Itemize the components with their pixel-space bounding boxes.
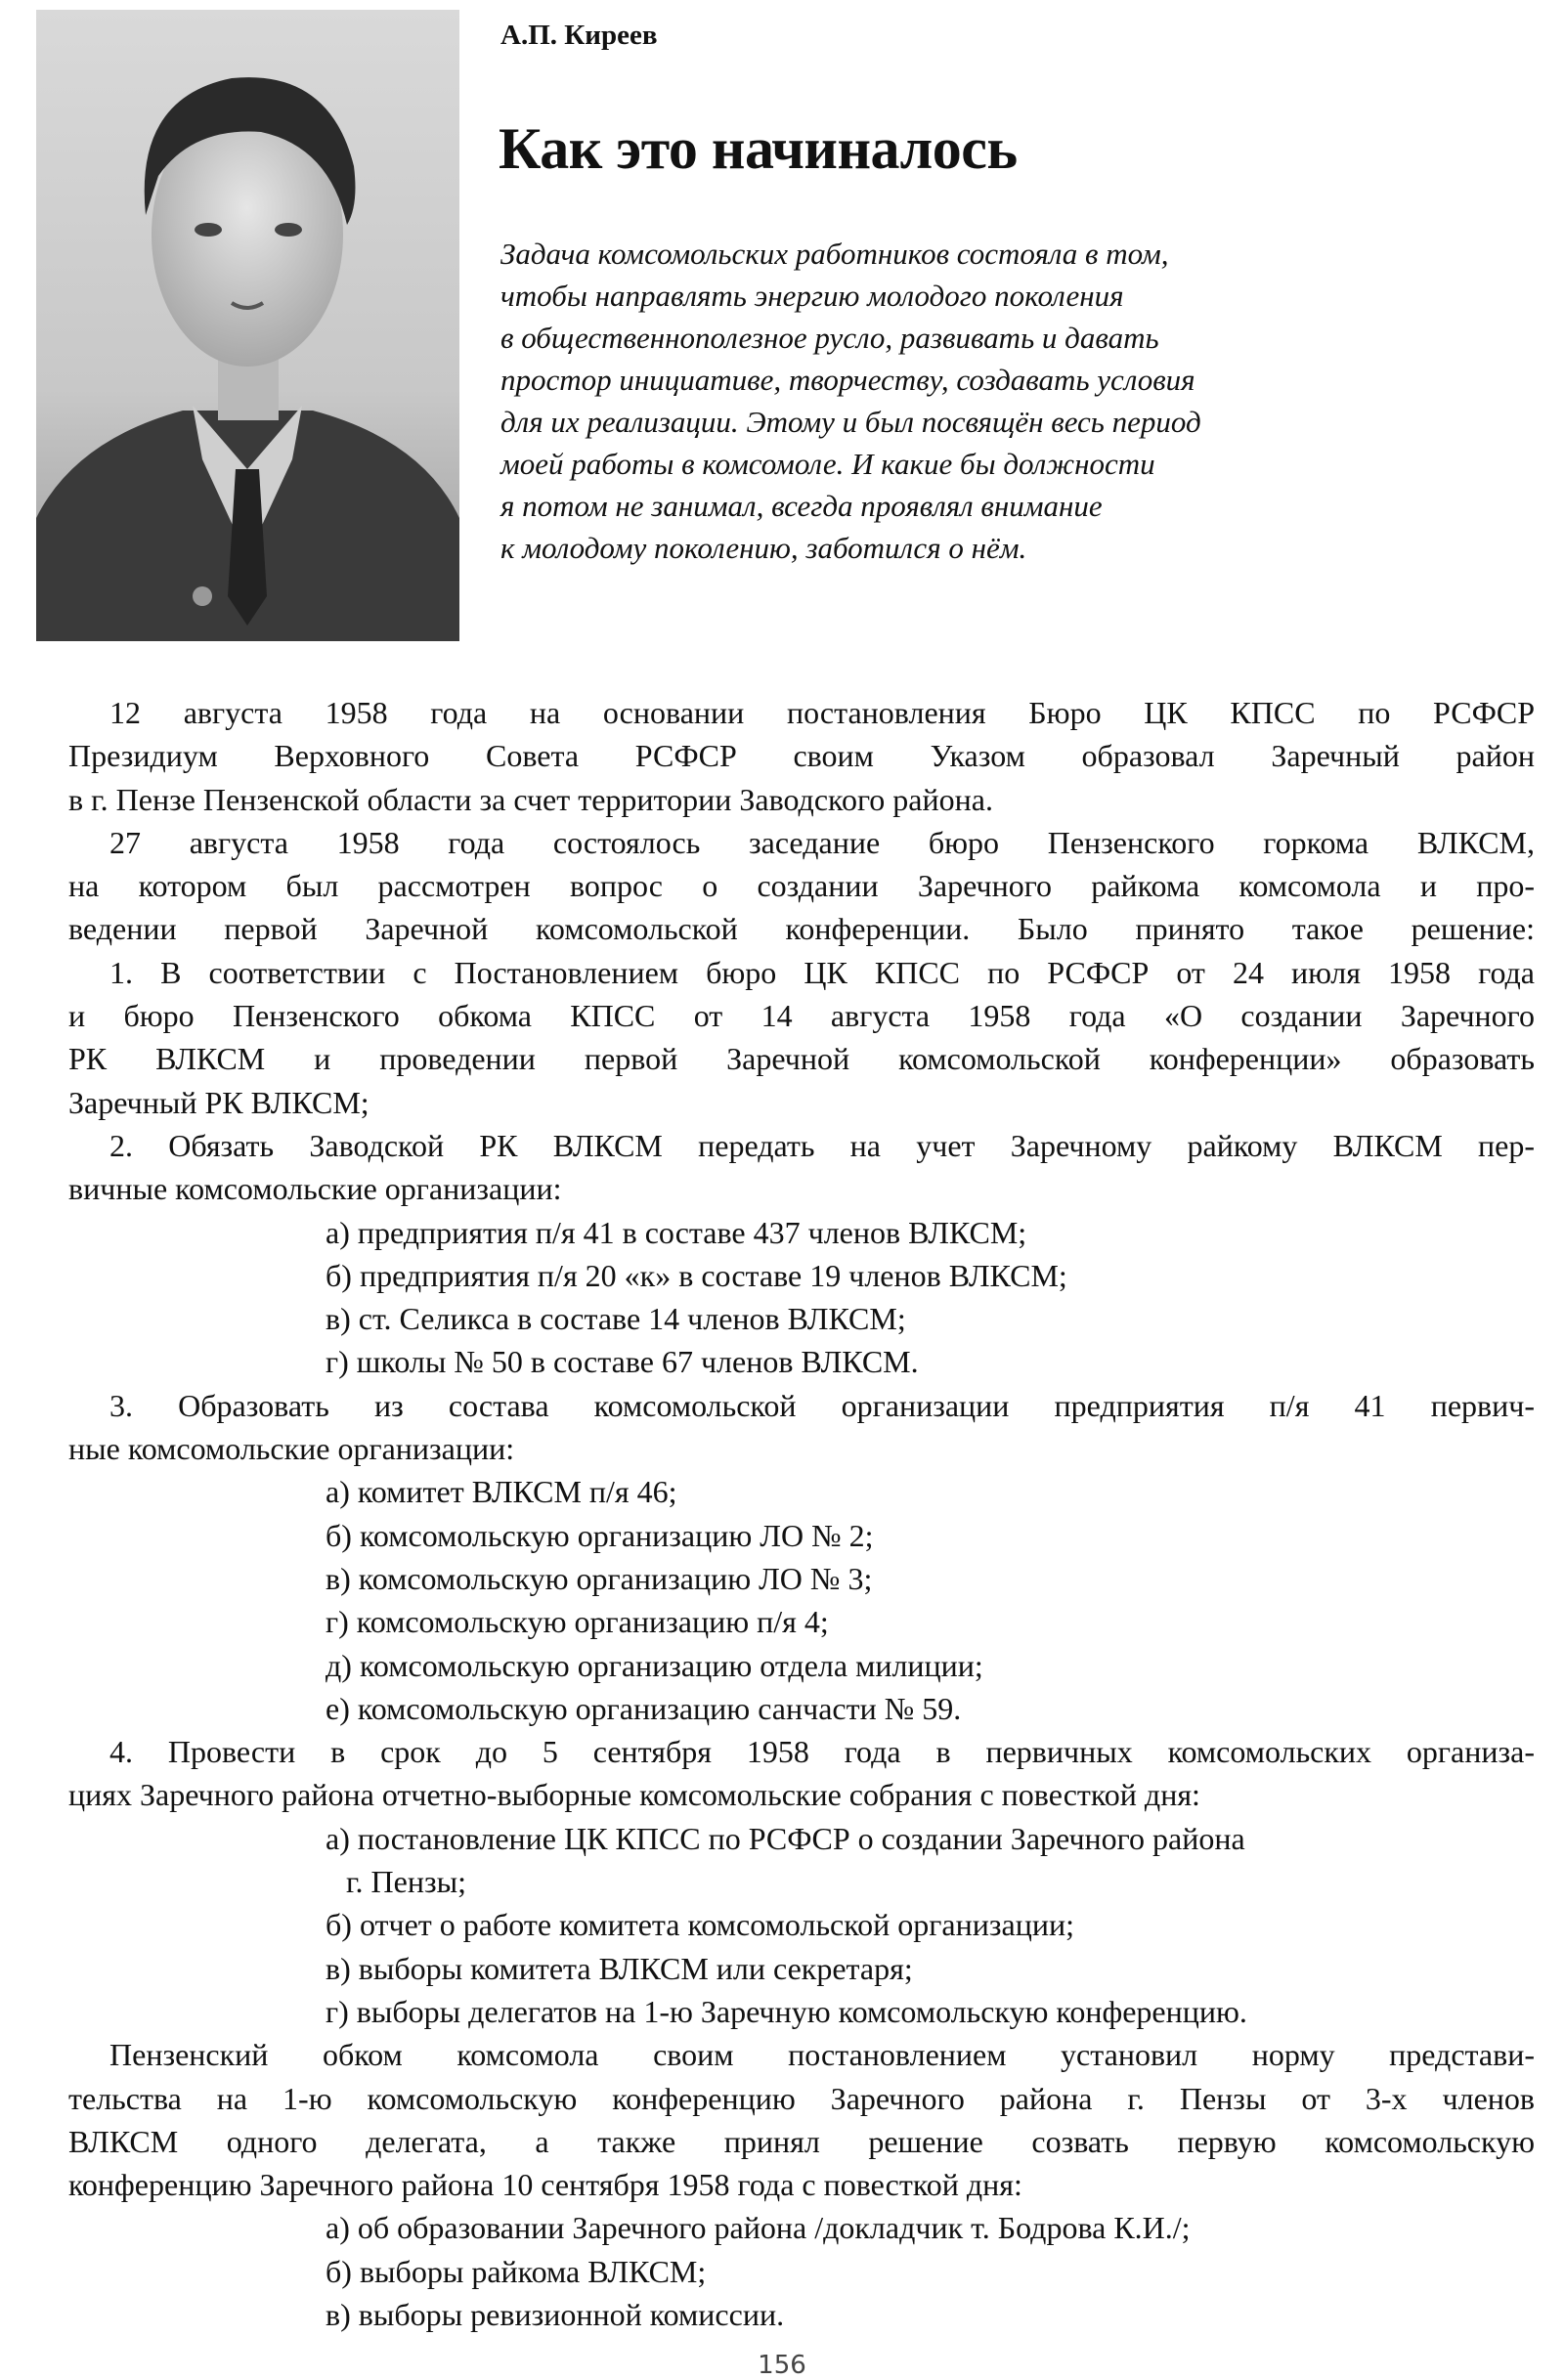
portrait-illustration <box>36 10 459 641</box>
paragraph-line: тельства на 1-ю комсомольскую конференцию Заречного района г. Пензы от 3-х членов <box>68 2080 1535 2116</box>
list-item-line: а) предприятия п/я 41 в составе 437 членов ВЛКСМ; <box>326 1214 1027 1250</box>
list-item-line: в) ст. Селикса в составе 14 членов ВЛКСМ; <box>326 1301 906 1337</box>
paragraph-line: Заречный РК ВЛКСМ; <box>68 1084 369 1120</box>
paragraph-line: в г. Пензе Пензенской области за счет территории Заводского района. <box>68 781 993 817</box>
paragraph-line: 2. Обязать Заводской РК ВЛКСМ передать на учет Заречному райкому ВЛКСМ пер- <box>109 1127 1535 1163</box>
list-item-line: е) комсомольскую организацию санчасти № 59. <box>326 1690 962 1726</box>
list-item-line: б) выборы райкома ВЛКСМ; <box>326 2253 707 2289</box>
epigraph-line: я потом не занимал, всегда проявлял внимание <box>500 489 1103 523</box>
epigraph-line: в общественнополезное русло, развивать и давать <box>500 321 1159 355</box>
page-number: 156 <box>758 2351 806 2380</box>
paragraph-line: 27 августа 1958 года состоялось заседание бюро Пензенского горкома ВЛКСМ, <box>109 824 1535 860</box>
epigraph-line: для их реализации. Этому и был посвящён весь период <box>500 405 1201 439</box>
epigraph-line: чтобы направлять энергию молодого поколения <box>500 279 1124 313</box>
list-item-line: в) комсомольскую организацию ЛО № 3; <box>326 1560 873 1596</box>
paragraph-line: ведении первой Заречной комсомольской конференции. Было принято такое решение: <box>68 911 1535 947</box>
list-item-line: г) школы № 50 в составе 67 членов ВЛКСМ. <box>326 1344 919 1380</box>
author-name: А.П. Киреев <box>500 20 658 51</box>
list-item-line: б) предприятия п/я 20 «к» в составе 19 членов ВЛКСМ; <box>326 1257 1067 1293</box>
list-item-line: а) комитет ВЛКСМ п/я 46; <box>326 1474 677 1510</box>
list-item-line: г) комсомольскую организацию п/я 4; <box>326 1604 829 1640</box>
epigraph-line: Задача комсомольских работников состояла в том, <box>500 237 1169 271</box>
article-body <box>68 691 1535 2336</box>
author-portrait-photo <box>36 10 459 641</box>
paragraph-line: вичные комсомольские организации: <box>68 1171 562 1207</box>
list-item-line: г. Пензы; <box>346 1864 466 1900</box>
paragraph-line: конференцию Заречного района 10 сентября 1958 года с повесткой дня: <box>68 2167 1022 2203</box>
epigraph-line: моей работы в комсомоле. И какие бы должности <box>500 447 1155 481</box>
epigraph-line: к молодому поколению, заботился о нём. <box>500 531 1027 565</box>
list-item-line: а) постановление ЦК КПСС по РСФСР о создании Заречного района <box>326 1820 1245 1856</box>
list-item-line: б) отчет о работе комитета комсомольской организации; <box>326 1907 1074 1943</box>
paragraph-line: 3. Образовать из состава комсомольской организации предприятия п/я 41 первич- <box>109 1387 1535 1423</box>
epigraph <box>500 233 1517 569</box>
list-item-line: б) комсомольскую организацию ЛО № 2; <box>326 1517 874 1553</box>
paragraph-line: и бюро Пензенского обкома КПСС от 14 августа 1958 года «О создании Заречного <box>68 998 1535 1034</box>
paragraph-line: на котором был рассмотрен вопрос о создании Заречного райкома комсомола и про- <box>68 868 1535 904</box>
list-item-line: д) комсомольскую организацию отдела милиции; <box>326 1647 983 1683</box>
paragraph-line: 12 августа 1958 года на основании постановления Бюро ЦК КПСС по РСФСР <box>109 695 1535 730</box>
paragraph-line: Президиум Верховного Совета РСФСР своим Указом образовал Заречный район <box>68 738 1535 774</box>
paragraph-line: Пензенский обком комсомола своим постановлением установил норму представи- <box>109 2037 1535 2073</box>
paragraph-line: 1. В соответствии с Постановлением бюро ЦК КПСС по РСФСР от 24 июля 1958 года <box>109 954 1535 990</box>
article-title: Как это начиналось <box>499 116 1018 181</box>
paragraph-line: ные комсомольские организации: <box>68 1431 515 1467</box>
paragraph-line: циях Заречного района отчетно-выборные комсомольские собрания с повесткой дня: <box>68 1777 1200 1813</box>
paragraph-line: РК ВЛКСМ и проведении первой Заречной комсомольской конференции» образовать <box>68 1041 1535 1077</box>
list-item-line: г) выборы делегатов на 1-ю Заречную комсомольскую конференцию. <box>326 1993 1247 2029</box>
list-item-line: в) выборы ревизионной комиссии. <box>326 2296 785 2332</box>
list-item-line: в) выборы комитета ВЛКСМ или секретаря; <box>326 1950 913 1986</box>
list-item-line: а) об образовании Заречного района /докладчик т. Бодрова К.И./; <box>326 2210 1191 2246</box>
epigraph-line: простор инициативе, творчеству, создавать условия <box>500 363 1195 397</box>
paragraph-line: 4. Провести в срок до 5 сентября 1958 года в первичных комсомольских организа- <box>109 1734 1535 1770</box>
paragraph-line: ВЛКСМ одного делегата, а также принял решение созвать первую комсомольскую <box>68 2123 1535 2159</box>
